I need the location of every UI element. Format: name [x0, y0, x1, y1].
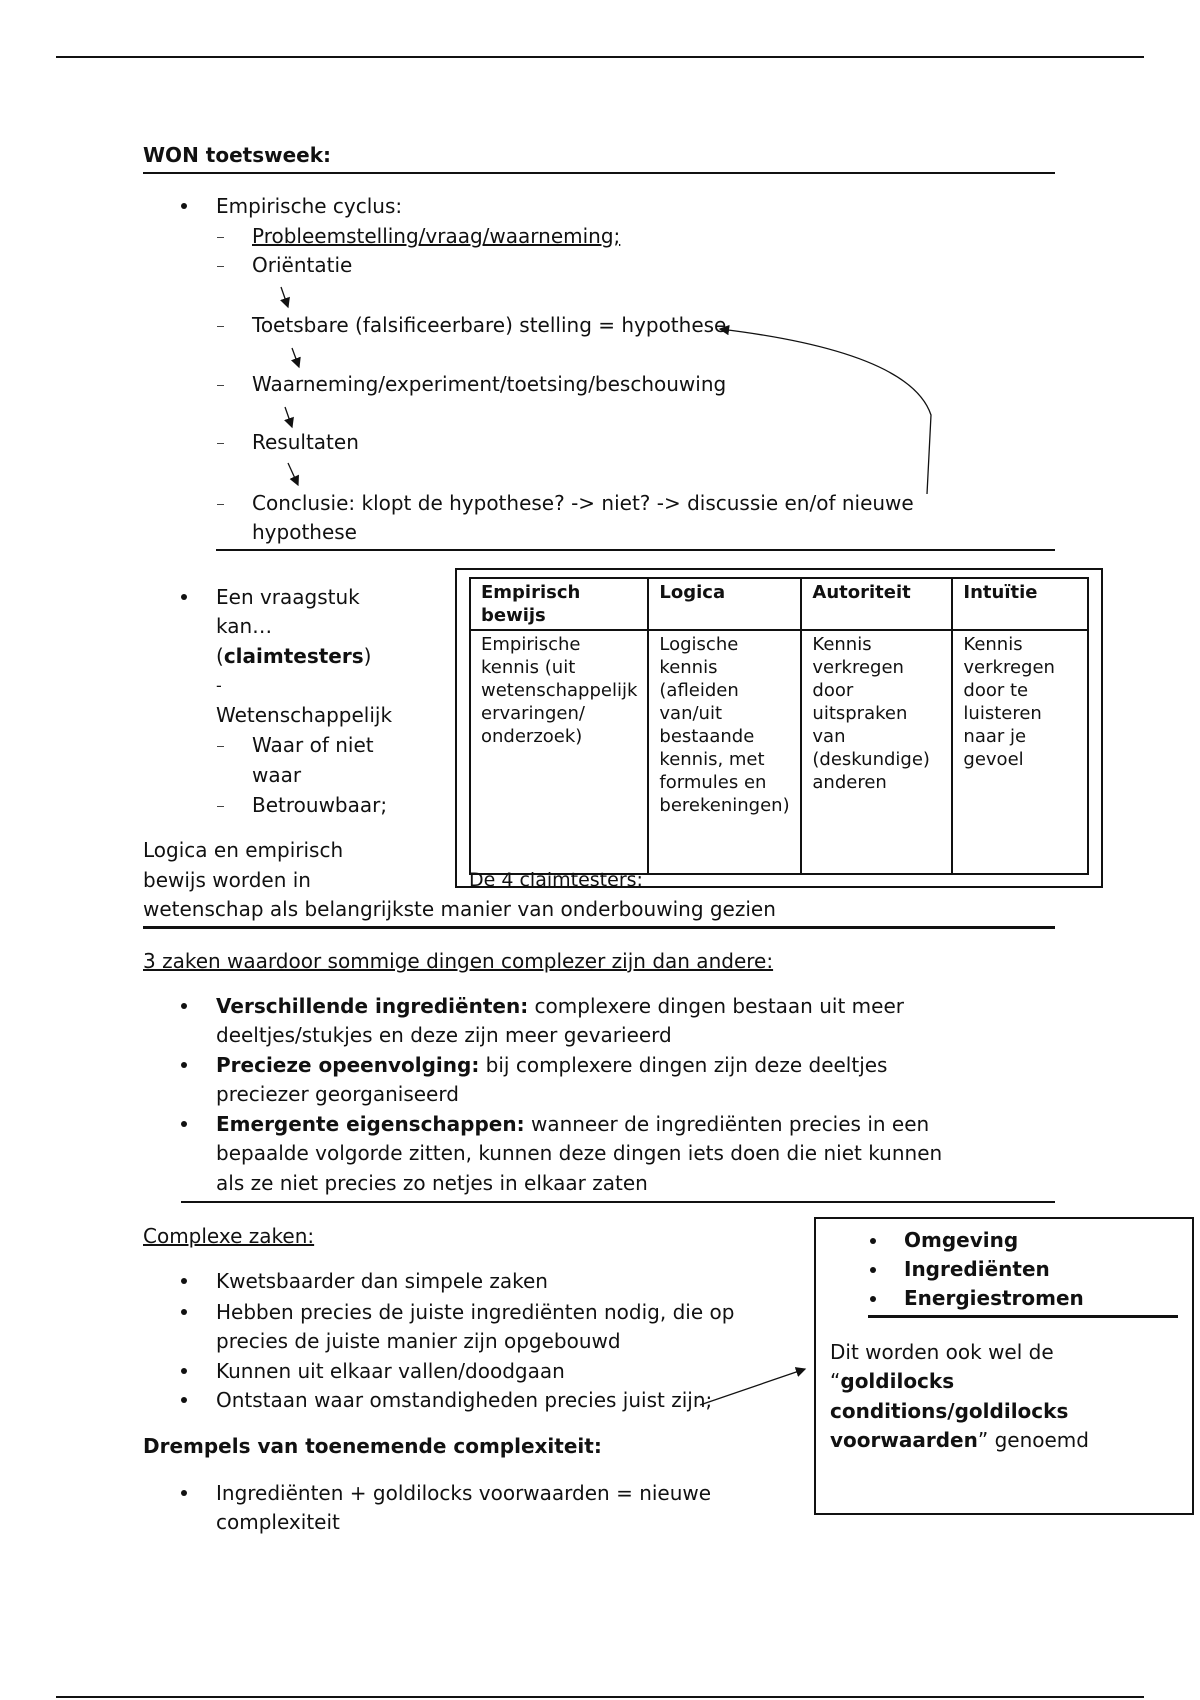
complexity-heading: 3 zaken waardoor sommige dingen complezer zijn dan andere:: [143, 949, 774, 973]
bullet: [181, 1003, 187, 1009]
bullet: [870, 1238, 876, 1244]
cycle-step: Probleemstelling/vraag/waarneming;: [252, 224, 621, 248]
note-line: Logica en empirisch: [143, 838, 344, 862]
complexity-term: Emergente eigenschappen:: [216, 1112, 525, 1136]
claims-table: [469, 577, 1089, 875]
table-caption: De 4 claimtesters:: [469, 869, 643, 888]
complexity-item: [216, 992, 904, 1021]
goldilocks-term: conditions/goldilocks: [830, 1399, 1069, 1423]
complex-thing: Ontstaan waar omstandigheden precies juist zijn;: [216, 1388, 713, 1412]
page-title: WON toetsweek:: [143, 143, 331, 167]
cycle-step: Toetsbare (falsificeerbare) stelling = hypothese: [252, 313, 727, 337]
claims-underline: [143, 926, 1055, 929]
table-header: Autoriteit: [801, 578, 952, 630]
quote-open: “: [830, 1369, 841, 1393]
goldilocks-item: Omgeving: [904, 1228, 1019, 1252]
table-cell: Kennis verkregen door te luisteren naar je gevoel: [952, 630, 1088, 874]
goldilocks-underline: [868, 1315, 1178, 1318]
note-line: bewijs worden in: [143, 868, 311, 892]
goldilocks-term: goldilocks: [840, 1369, 955, 1393]
complexity-text: deeltjes/stukjes en deze zijn meer gevarieerd: [216, 1023, 672, 1047]
complexity-text: wanneer de ingrediënten precies in een: [524, 1112, 930, 1136]
table-header: Empirisch bewijs: [470, 578, 648, 630]
paren-open: (: [216, 644, 224, 668]
page-bottom-rule: [56, 1696, 1144, 1698]
cycle-arrows: [0, 0, 1200, 560]
claims-intro-3: [216, 642, 371, 671]
complexity-text: complexere dingen bestaan uit meer: [528, 994, 904, 1018]
complexity-item: [216, 1051, 887, 1080]
paren-close: ): [363, 644, 372, 668]
cycle-step: Conclusie: klopt de hypothese? -> niet? -> discussie en/of nieuwe: [252, 491, 914, 515]
table-cell: Logische kennis (afleiden van/uit bestaande kennis, met formules en berekeningen): [648, 630, 801, 874]
goldilocks-item: Ingrediënten: [904, 1257, 1050, 1281]
cycle-step: Resultaten: [252, 430, 359, 454]
complexity-text: bepaalde volgorde zitten, kunnen deze dingen iets doen die niet kunnen: [216, 1141, 943, 1165]
science-sub: waar: [252, 763, 302, 787]
bullet: [181, 1278, 187, 1284]
complexity-text: bij complexere dingen zijn deze deeltjes: [479, 1053, 888, 1077]
bullet: [181, 1309, 187, 1315]
goldilocks-item: Energiestromen: [904, 1286, 1084, 1310]
cycle-step: Waarneming/experiment/toetsing/beschouwing: [252, 372, 727, 396]
science-sub: Betrouwbaar;: [252, 793, 388, 817]
dash-marker: [217, 746, 224, 747]
goldilocks-term: voorwaarden: [830, 1428, 978, 1452]
claims-intro-1: Een vraagstuk: [216, 585, 360, 609]
complexity-term: Verschillende ingrediënten:: [216, 994, 529, 1018]
table-header: Logica: [648, 578, 801, 630]
complex-things-heading: Complexe zaken:: [143, 1224, 315, 1248]
bullet: [181, 1062, 187, 1068]
threshold-item: complexiteit: [216, 1510, 340, 1534]
cycle-step: hypothese: [252, 520, 357, 544]
science-sub: Waar of niet: [252, 733, 374, 757]
bullet: [870, 1267, 876, 1273]
down-arrow-icon: [285, 407, 292, 427]
complexity-item: [216, 1110, 929, 1139]
bullet: [181, 1490, 187, 1496]
threshold-item: Ingrediënten + goldilocks voorwaarden = nieuwe: [216, 1481, 712, 1505]
claimtesters-term: claimtesters: [223, 644, 364, 668]
goldilocks-text-1: Dit worden ook wel de: [830, 1340, 1054, 1364]
note-line: wetenschap als belangrijkste manier van onderbouwing gezien: [143, 897, 776, 921]
table-header: Intuïtie: [952, 578, 1088, 630]
goldilocks-text-4: [830, 1426, 1089, 1455]
bullet: [181, 594, 187, 600]
connector-arrow-icon: [690, 1355, 820, 1415]
table-cell: Kennis verkregen door uitspraken van (deskundige) anderen: [801, 630, 952, 874]
feedback-arrow-icon: [720, 329, 931, 494]
dash-text: -: [216, 676, 222, 695]
bullet: [181, 1397, 187, 1403]
cycle-label: Empirische cyclus:: [216, 194, 403, 218]
thresholds-heading: Drempels van toenemende complexiteit:: [143, 1434, 602, 1458]
bullet: [870, 1296, 876, 1302]
claims-intro-2: kan…: [216, 614, 273, 638]
complex-thing: Kunnen uit elkaar vallen/doodgaan: [216, 1359, 565, 1383]
table-cell: Empirische kennis (uit wetenschappelijk ervaringen/ onderzoek): [470, 630, 648, 874]
down-arrow-icon: [281, 287, 288, 307]
complex-thing: precies de juiste manier zijn opgebouwd: [216, 1329, 621, 1353]
complex-thing: Hebben precies de juiste ingrediënten nodig, die op: [216, 1300, 735, 1324]
bullet: [181, 1121, 187, 1127]
quote-close: ”: [977, 1428, 989, 1452]
bullet: [181, 1368, 187, 1374]
claims-table-box: [455, 568, 1103, 888]
goldilocks-after: genoemd: [988, 1428, 1089, 1452]
complexity-term: Precieze opeenvolging:: [216, 1053, 480, 1077]
down-arrow-icon: [288, 463, 298, 485]
complexity-underline: [181, 1201, 1055, 1203]
down-arrow-icon: [292, 348, 299, 367]
complexity-text: als ze niet precies zo netjes in elkaar zaten: [216, 1171, 648, 1195]
dash-marker: [217, 806, 224, 807]
science-label: Wetenschappelijk: [216, 703, 393, 727]
goldilocks-box: [814, 1217, 1194, 1515]
goldilocks-text-2: [830, 1367, 954, 1396]
cycle-step: Oriëntatie: [252, 253, 353, 277]
complexity-text: preciezer georganiseerd: [216, 1082, 459, 1106]
complex-thing: Kwetsbaarder dan simpele zaken: [216, 1269, 548, 1293]
